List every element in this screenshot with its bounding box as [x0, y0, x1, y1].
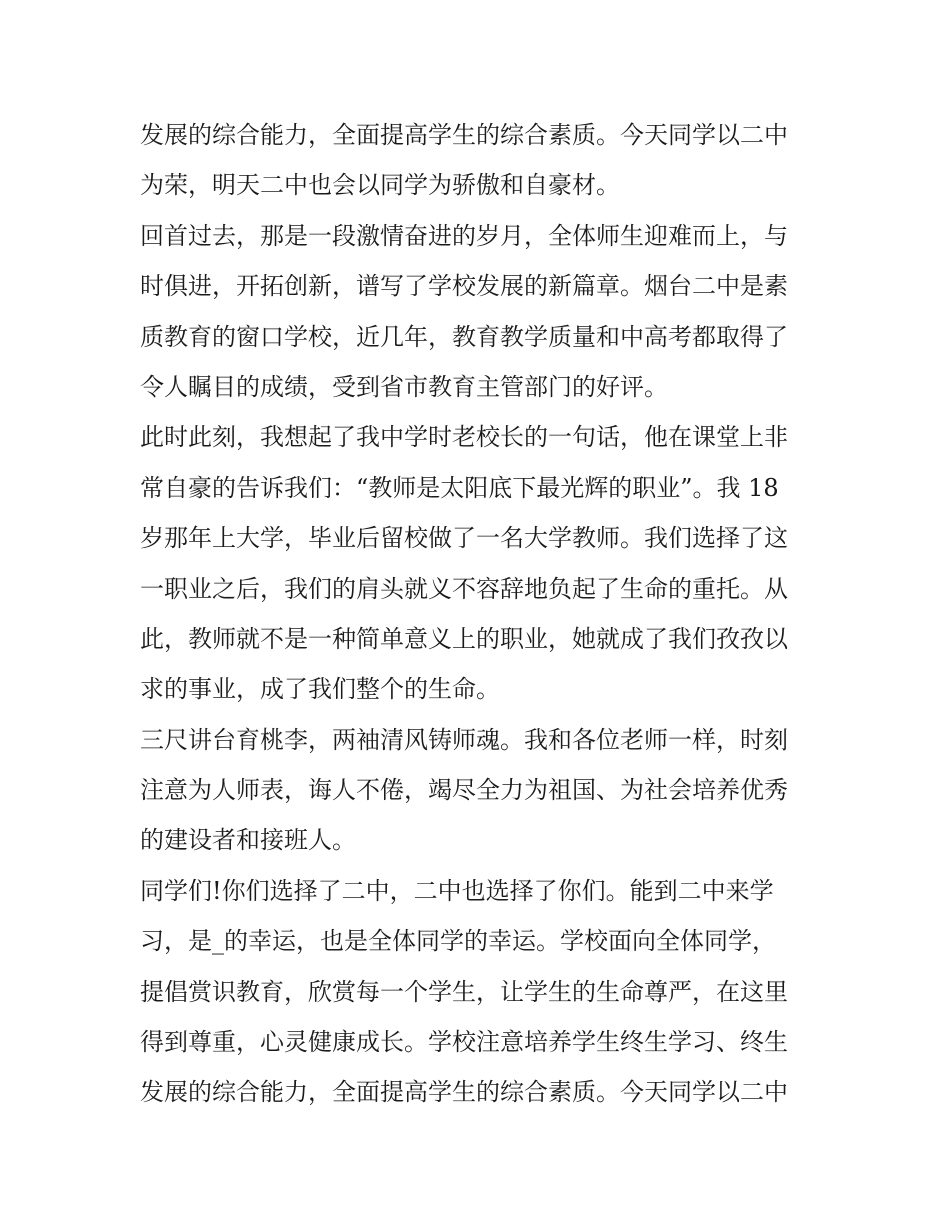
- text-line: 的建设者和接班人。: [140, 826, 356, 855]
- text-line: 习，是_的幸运，也是全体同学的幸运。学校面向全体同学，: [140, 927, 776, 956]
- text-line: 回首过去，那是一段激情奋进的岁月，全体师生迎难而上，与: [140, 221, 788, 250]
- text-line: 得到尊重，心灵健康成长。学校注意培养学生终生学习、终生: [140, 1028, 788, 1057]
- body-text: [140, 110, 812, 1118]
- text-line: 常自豪的告诉我们：“教师是太阳底下最光辉的职业”。我 18: [140, 473, 779, 502]
- text-line: 一职业之后，我们的肩头就义不容辞地负起了生命的重托。从: [140, 574, 788, 603]
- text-line: 注意为人师表，诲人不倦，竭尽全力为祖国、为社会培养优秀: [140, 776, 788, 805]
- text-line: 提倡赏识教育，欣赏每一个学生，让学生的生命尊严，在这里: [140, 977, 788, 1006]
- text-line: 三尺讲台育桃李，两袖清风铸师魂。我和各位老师一样，时刻: [140, 725, 788, 754]
- text-line: 同学们!你们选择了二中，二中也选择了你们。能到二中来学: [140, 876, 774, 905]
- text-line: 为荣，明天二中也会以同学为骄傲和自豪材。: [140, 171, 620, 200]
- text-line: 令人瞩目的成绩，受到省市教育主管部门的好评。: [140, 372, 668, 401]
- text-line: 岁那年上大学，毕业后留校做了一名大学教师。我们选择了这: [140, 524, 788, 553]
- text-line: 此，教师就不是一种简单意义上的职业，她就成了我们孜孜以: [140, 624, 788, 653]
- text-line: 求的事业，成了我们整个的生命。: [140, 675, 500, 704]
- text-line: 发展的综合能力，全面提高学生的综合素质。今天同学以二中: [140, 1078, 788, 1107]
- text-line: 此时此刻，我想起了我中学时老校长的一句话，他在课堂上非: [140, 423, 788, 452]
- text-line: 发展的综合能力，全面提高学生的综合素质。今天同学以二中: [140, 121, 788, 149]
- text-line: 时俱进，开拓创新，谱写了学校发展的新篇章。烟台二中是素: [140, 272, 788, 301]
- text-line: 质教育的窗口学校，近几年，教育教学质量和中高考都取得了: [140, 322, 788, 351]
